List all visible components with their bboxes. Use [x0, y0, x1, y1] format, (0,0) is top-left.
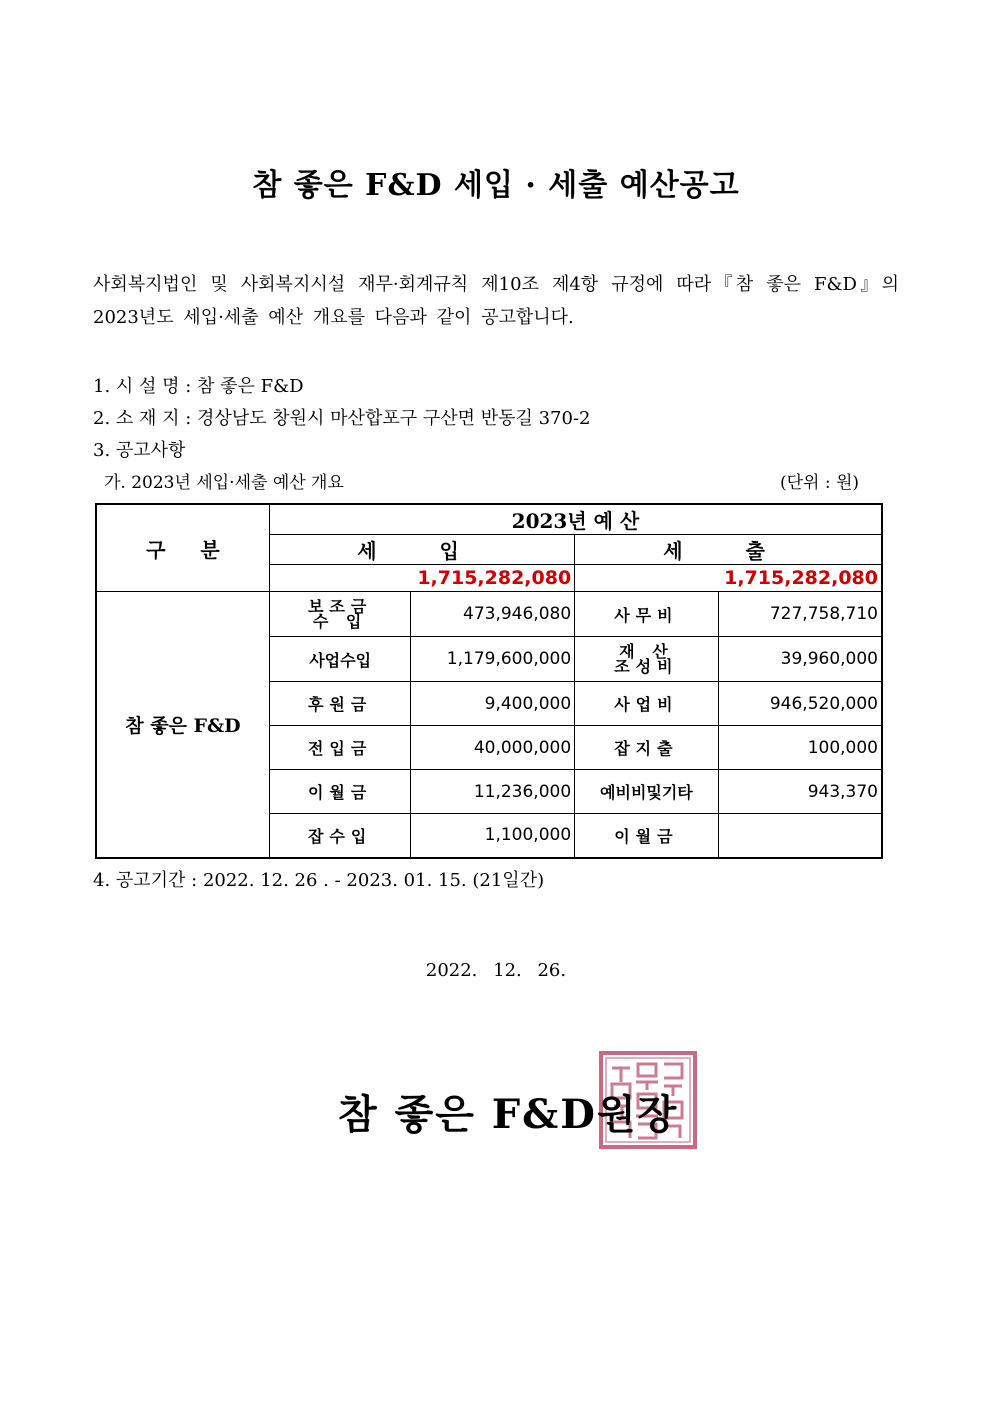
- revenue-label: 이월금: [269, 770, 410, 814]
- revenue-header: 세 입: [269, 535, 574, 565]
- expense-total: 1,715,282,080: [575, 565, 882, 592]
- expense-value: 100,000: [718, 726, 882, 770]
- expense-value: 39,960,000: [718, 637, 882, 682]
- expense-value: [718, 814, 882, 858]
- revenue-label: 전입금: [269, 726, 410, 770]
- facility-location: 2. 소 재 지 : 경상남도 창원시 마산합포구 구산면 반동길 370-2: [93, 408, 591, 429]
- expense-header: 세 출: [575, 535, 882, 565]
- notice-heading: 3. 공고사항: [93, 440, 186, 461]
- revenue-value: 1,100,000: [411, 814, 575, 858]
- revenue-value: 1,179,600,000: [411, 637, 575, 682]
- revenue-value: 9,400,000: [411, 682, 575, 726]
- unit-label: (단위 : 원): [780, 473, 860, 493]
- budget-year-header: 2023년 예 산: [269, 504, 882, 535]
- intro-paragraph: 사회복지법인 및 사회복지시설 재무·회계규칙 제10조 제4항 규정에 따라『참 좋은 F&D』의 2023년도 세입·세출 예산 개요를 다음과 같이 공고합니다.: [93, 274, 899, 328]
- revenue-label: 사업수입: [269, 637, 410, 682]
- signature-line: 참 좋은 F&D원장: [338, 1091, 679, 1138]
- expense-value: 727,758,710: [718, 592, 882, 637]
- expense-label: 재 산 조성비: [575, 637, 718, 682]
- revenue-value: 11,236,000: [411, 770, 575, 814]
- document-date: 2022. 12. 26.: [425, 960, 567, 981]
- budget-subheading: 가. 2023년 세입·세출 예산 개요: [104, 473, 344, 493]
- expense-label: 이월금: [575, 814, 718, 858]
- revenue-label: 후원금: [269, 682, 410, 726]
- revenue-value: 473,946,080: [411, 592, 575, 637]
- expense-label: 예비비및기타: [575, 770, 718, 814]
- org-name-cell: 참 좋은 F&D: [96, 592, 269, 858]
- budget-table: [95, 503, 883, 859]
- expense-value: 943,370: [718, 770, 882, 814]
- expense-value: 946,520,000: [718, 682, 882, 726]
- notice-period: 4. 공고기간 : 2022. 12. 26 . - 2023. 01. 15. (21일간): [93, 870, 545, 891]
- category-header: 구 분: [96, 504, 269, 592]
- expense-label: 사무비: [575, 592, 718, 637]
- expense-label: 잡지출: [575, 726, 718, 770]
- page-title: 참 좋은 F&D 세입 · 세출 예산공고: [252, 168, 740, 203]
- revenue-label: 잡수입: [269, 814, 410, 858]
- expense-label: 사업비: [575, 682, 718, 726]
- revenue-label: 보조금 수 입: [269, 592, 410, 637]
- revenue-total: 1,715,282,080: [269, 565, 574, 592]
- facility-name: 1. 시 설 명 : 참 좋은 F&D: [93, 376, 304, 397]
- revenue-value: 40,000,000: [411, 726, 575, 770]
